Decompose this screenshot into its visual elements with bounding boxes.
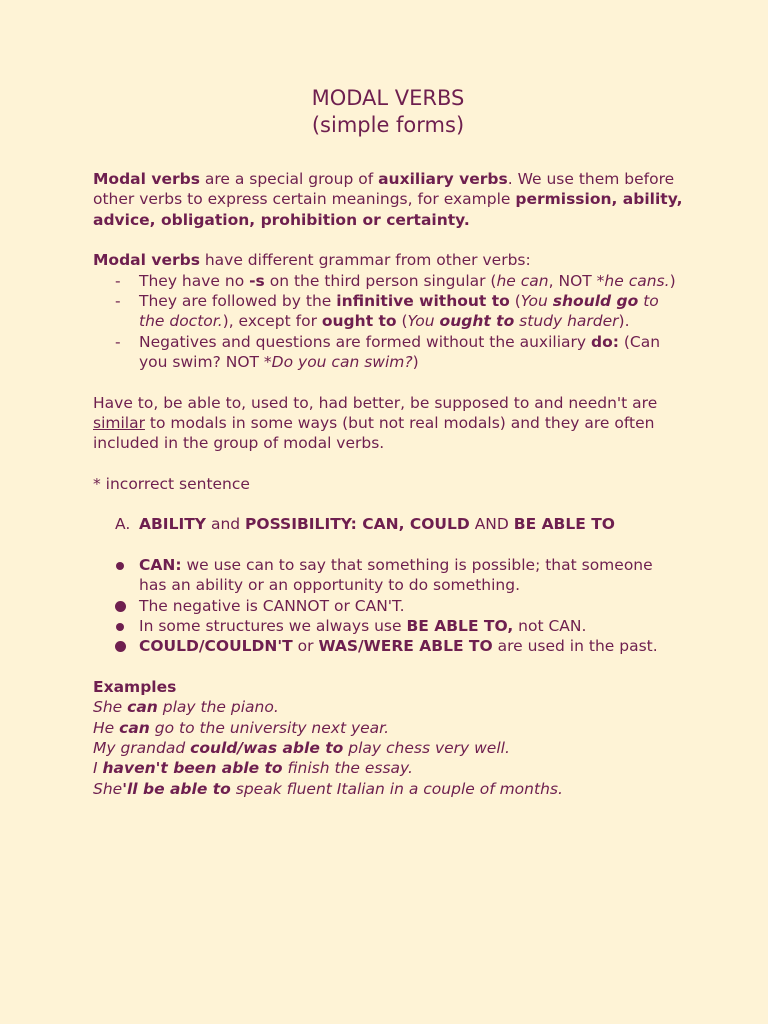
examples-title: Examples bbox=[93, 677, 177, 696]
example-3-modal: could/was able to bbox=[190, 738, 344, 757]
section-a-bold-3: BE ABLE TO bbox=[513, 515, 615, 534]
intro-meanings: permission, ability, advice, obligation, prohibition or certainty. bbox=[93, 190, 683, 229]
example-5 bbox=[93, 779, 683, 799]
similar-underlined: similar bbox=[93, 414, 145, 433]
section-a-heading bbox=[93, 514, 683, 534]
bullet-4-bold-2: WAS/WERE ABLE TO bbox=[318, 637, 493, 656]
grammar-item-2-example-d: study harder bbox=[514, 312, 619, 331]
example-4-c: finish the essay. bbox=[282, 759, 413, 778]
dash-marker: - bbox=[115, 271, 121, 290]
similar-paragraph bbox=[93, 393, 683, 454]
grammar-item-2-example-c: You bbox=[407, 312, 440, 331]
example-2-c: go to the university next year. bbox=[149, 718, 390, 737]
example-2 bbox=[93, 718, 683, 738]
grammar-item-2-text-5: ). bbox=[618, 312, 630, 331]
grammar-item-2-bold: infinitive without to bbox=[336, 292, 510, 311]
examples-section bbox=[93, 677, 683, 799]
grammar-item-2-text-3: ), except for bbox=[222, 312, 322, 331]
example-2-modal: can bbox=[119, 718, 150, 737]
grammar-item-2-example-a: You bbox=[520, 292, 553, 311]
bullet-4-bold: COULD/COULDN'T bbox=[139, 637, 293, 656]
grammar-item-2-text-4: ( bbox=[396, 312, 408, 331]
section-a-text-1: and bbox=[206, 515, 246, 534]
document-page bbox=[93, 85, 683, 799]
grammar-item-2-bold-2: ought to bbox=[321, 312, 397, 331]
example-5-modal: 'll be able to bbox=[122, 779, 231, 798]
section-a-bold-1: ABILITY bbox=[139, 515, 207, 534]
grammar-item-1-example: he can bbox=[496, 271, 549, 290]
example-1-modal: can bbox=[127, 698, 158, 717]
example-4 bbox=[93, 758, 683, 778]
grammar-item-2-text-2: ( bbox=[509, 292, 521, 311]
grammar-term: Modal verbs bbox=[93, 251, 200, 270]
intro-text-1: are a special group of bbox=[199, 170, 379, 188]
example-1 bbox=[93, 697, 683, 717]
dash-marker: - bbox=[115, 292, 121, 311]
bullet-1-text: we use can to say that something is possible; that someone has an ability or an opportunity to do something. bbox=[139, 555, 653, 595]
example-3 bbox=[93, 738, 683, 758]
example-1-c: play the piano. bbox=[157, 698, 279, 717]
similar-text-1: Have to, be able to, used to, had better, be supposed to and needn't are bbox=[93, 393, 658, 412]
section-a-bold-2: POSSIBILITY: CAN, COULD bbox=[245, 515, 470, 534]
intro-paragraph bbox=[93, 169, 683, 230]
bullet-icon bbox=[116, 623, 124, 631]
page-subtitle: (simple forms) bbox=[311, 113, 465, 137]
section-a-text-2: AND bbox=[469, 515, 514, 534]
grammar-item-2-text: They are followed by the bbox=[139, 292, 337, 311]
grammar-item-2-example-b: to the doctor. bbox=[139, 292, 659, 331]
example-5-c: speak fluent Italian in a couple of months. bbox=[230, 779, 563, 798]
intro-text-2: . We use them before other verbs to express certain meanings, for example bbox=[93, 170, 675, 209]
page-title: MODAL VERBS bbox=[311, 86, 465, 110]
bullet-4-text-2: are used in the past. bbox=[492, 637, 658, 656]
example-1-a: She bbox=[93, 698, 128, 717]
grammar-item-3-text-3: ) bbox=[412, 353, 419, 372]
grammar-item-1-text-3: , NOT * bbox=[548, 271, 605, 290]
bullet-3-text-2: not CAN. bbox=[513, 616, 587, 635]
grammar-item-2-example-bold-b: ought to bbox=[439, 312, 515, 331]
incorrect-sentence-note: * incorrect sentence bbox=[93, 474, 250, 493]
example-3-c: play chess very well. bbox=[343, 738, 510, 757]
bullet-item-3 bbox=[93, 616, 683, 636]
bullet-4-text: or bbox=[292, 637, 319, 656]
example-5-a: She bbox=[93, 779, 123, 798]
bullet-1-bold: CAN: bbox=[139, 555, 182, 574]
example-3-a: My grandad bbox=[93, 738, 191, 757]
grammar-item-3-text: Negatives and questions are formed without the auxiliary bbox=[139, 332, 591, 351]
grammar-item-3-text-2: (Can you swim? NOT * bbox=[139, 332, 661, 372]
bullet-item-1 bbox=[93, 555, 683, 596]
intro-term-auxiliary-verbs: auxiliary verbs bbox=[378, 170, 508, 188]
grammar-item-3-bold: do: bbox=[591, 332, 619, 351]
grammar-item-1-bold: -s bbox=[249, 271, 265, 290]
intro-term-modal-verbs: Modal verbs bbox=[93, 170, 200, 188]
example-4-a: I bbox=[93, 759, 103, 778]
bullet-item-4 bbox=[93, 636, 683, 656]
similar-text-2: to modals in some ways (but not real modals) and they are often included in the group of modal verbs. bbox=[93, 414, 655, 453]
dash-marker: - bbox=[115, 332, 121, 351]
bullet-2-text: The negative is CANNOT or CAN'T. bbox=[139, 596, 405, 615]
grammar-item-1-text-4: ) bbox=[669, 271, 676, 290]
grammar-item-2 bbox=[93, 291, 683, 332]
grammar-item-3-wrong-example: Do you can swim? bbox=[271, 353, 413, 372]
grammar-list bbox=[93, 271, 683, 373]
grammar-item-1-text: They have no bbox=[139, 271, 250, 290]
section-marker: A. bbox=[115, 515, 131, 534]
grammar-section bbox=[93, 250, 683, 372]
bullet-icon bbox=[116, 562, 124, 570]
grammar-intro bbox=[93, 250, 683, 270]
bullet-item-2 bbox=[93, 596, 683, 616]
grammar-item-1-text-2: on the third person singular ( bbox=[264, 271, 497, 290]
example-4-modal: haven't been able to bbox=[102, 759, 283, 778]
grammar-item-3 bbox=[93, 332, 683, 373]
bullet-3-text: In some structures we always use bbox=[139, 616, 407, 635]
grammar-item-1 bbox=[93, 271, 683, 291]
title-block bbox=[93, 85, 683, 139]
bullet-3-bold: BE ABLE TO, bbox=[406, 616, 514, 635]
grammar-item-2-example-bold-a: should go bbox=[552, 292, 639, 311]
ability-bullet-list bbox=[93, 555, 683, 657]
bullet-icon bbox=[115, 601, 126, 612]
grammar-intro-text: have different grammar from other verbs: bbox=[199, 251, 531, 270]
grammar-item-1-wrong-example: he cans. bbox=[604, 271, 670, 290]
example-2-a: He bbox=[93, 718, 120, 737]
bullet-icon bbox=[115, 641, 126, 652]
